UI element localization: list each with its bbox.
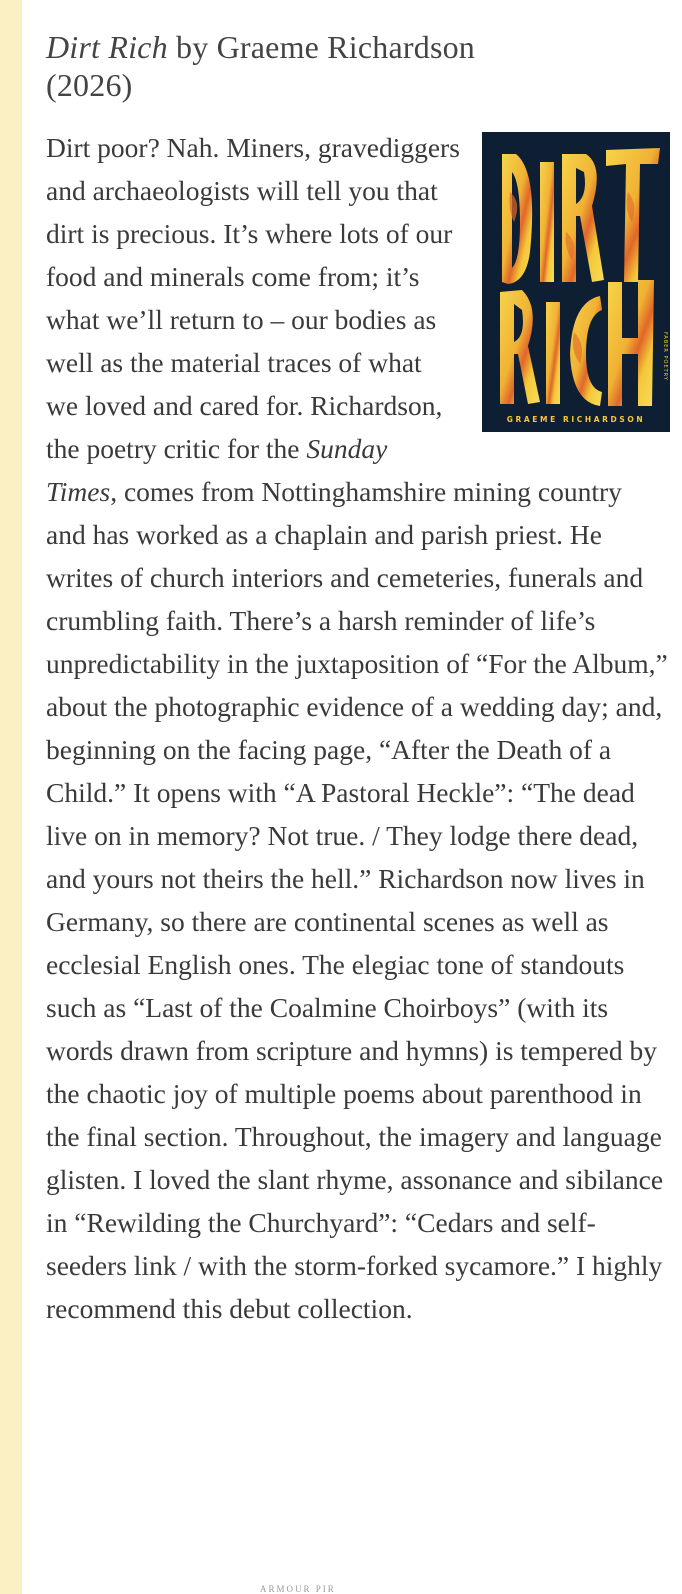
review-paragraph-rest: , comes from Nottinghamshire mining country and has worked as a chaplain and parish priest. He writes of church interiors and cemeteries, funerals and crumbling faith. There’s a harsh reminder of life’s unpredictability in the juxtaposition of “For the Album,” about the photographic evidence of a wedding day; and, beginning on the facing page, “After the Death of a Child.” It opens with “A Pastoral Heckle”: “The dead live on in memory? Not true. / They lodge there dead, and yours not theirs the hell.” Richardson now lives in Germany, so there are continental scenes as well as ecclesial English ones. The elegiac tone of standouts such as “Last of the Coalmine Choirboys” (with its words drawn from scripture and hymns) is tempered by the chaotic joy of multiple poems about parenthood in the final section. Throughout, the imagery and language glisten. I loved the slant rhyme, assonance and sibilance in “Rewilding the Churchyard”: “Cedars and self-seeders link / with the storm-forked sycamore.” I highly recommend this debut collection.	[46, 476, 668, 1324]
post-title	[46, 28, 668, 104]
book-cover-image[interactable]	[482, 132, 670, 432]
left-accent-bar	[0, 0, 22, 1594]
sunday-times-italic: Sunday Times	[46, 433, 388, 507]
post-content	[46, 28, 668, 1330]
next-cover-peek: ARMOUR PIR	[260, 1584, 336, 1594]
book-title: Dirt Rich	[46, 29, 168, 65]
cover-spine-text: FABER POETRY	[662, 332, 668, 381]
review-text	[46, 126, 668, 1330]
cover-author-text: GRAEME RICHARDSON	[506, 415, 646, 424]
title-year: (2026)	[46, 67, 133, 103]
title-author: by Graeme Richardson	[167, 29, 476, 65]
review-paragraph-start: Dirt poor? Nah. Miners, gravediggers and archaeologists will tell you that dirt is precious. It’s where lots of our food and minerals come from; it’s what we’ll return to – our bodies as well as the material traces of what we loved and cared for. Richardson, the poetry critic for the	[46, 132, 460, 464]
